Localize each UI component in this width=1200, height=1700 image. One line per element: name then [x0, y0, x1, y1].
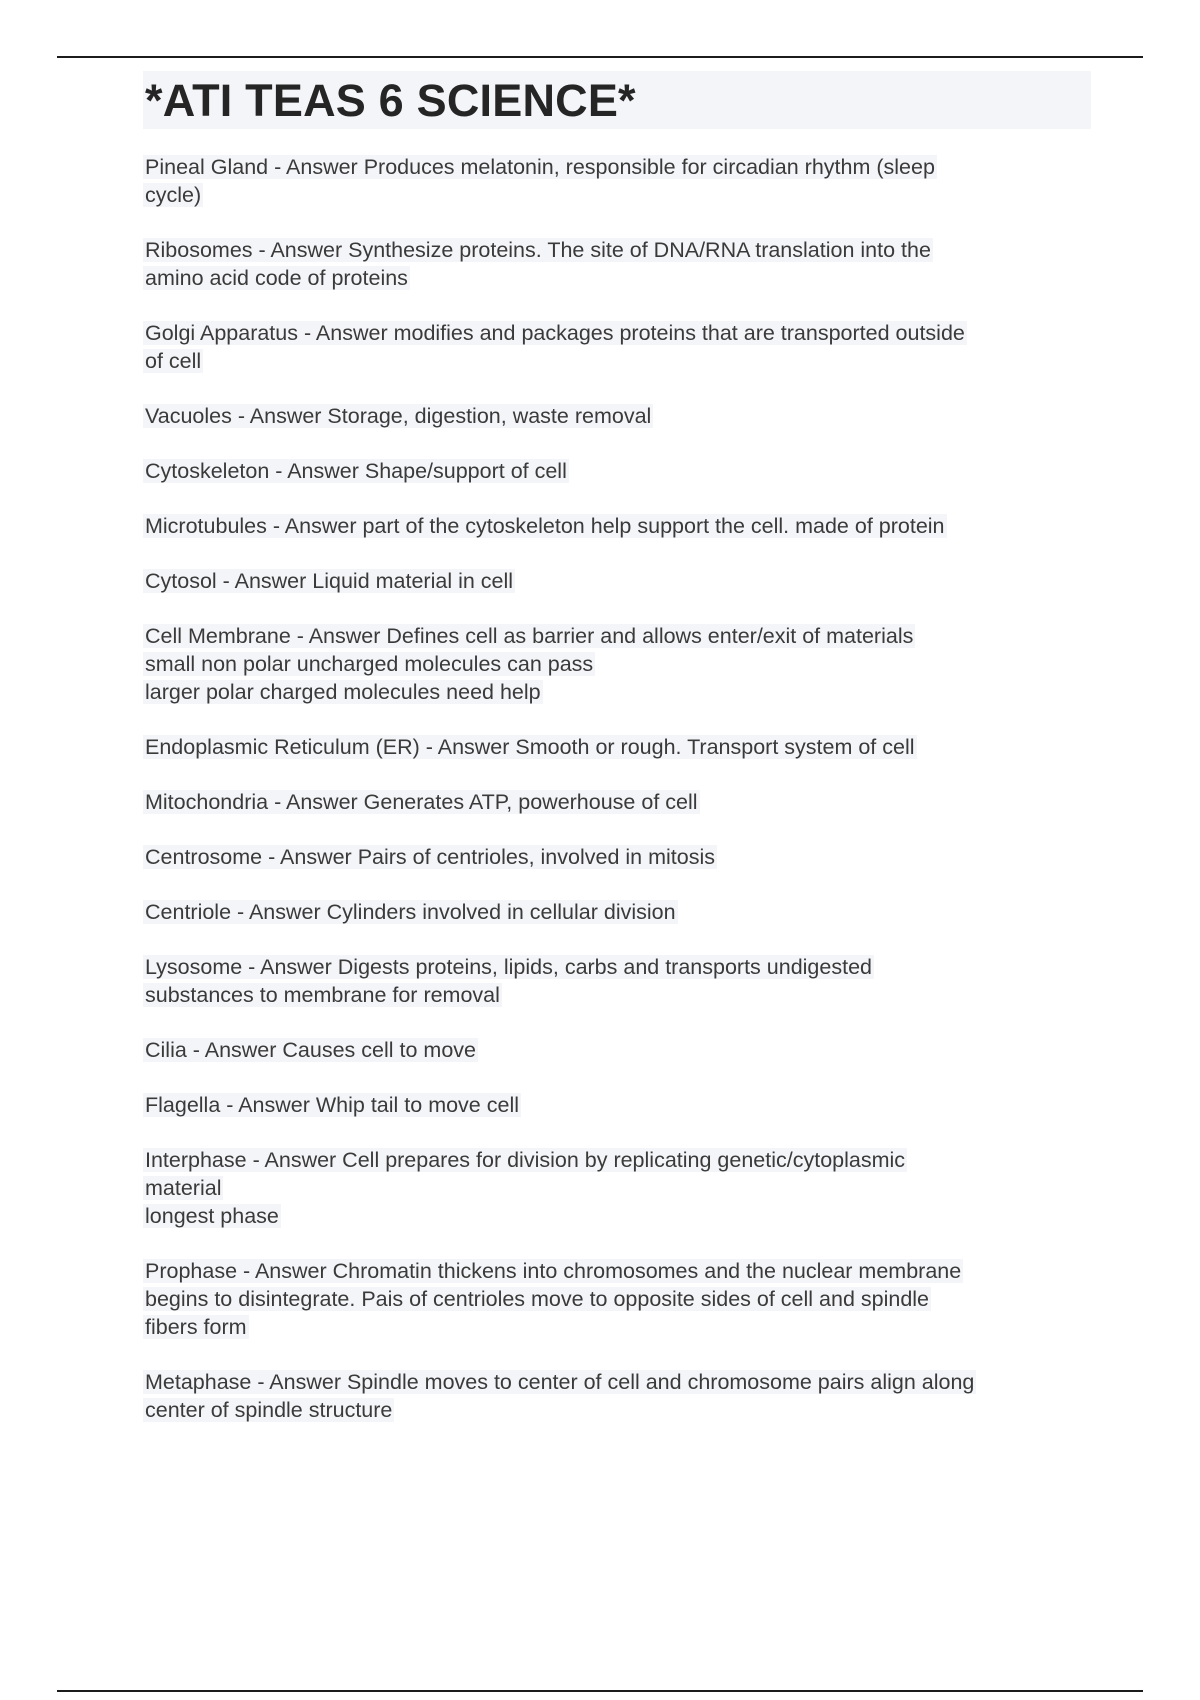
entry-text: Interphase - Answer Cell prepares for division by replicating genetic/cytoplasmic material longest phase	[145, 1148, 906, 1228]
title-banner	[143, 71, 1091, 129]
entry-text: Lysosome - Answer Digests proteins, lipids, carbs and transports undigested substances to membrane for removal	[145, 955, 872, 1007]
flashcard-entry	[143, 1091, 1091, 1119]
flashcard-entry	[143, 843, 1091, 871]
flashcard-entry	[143, 953, 1091, 1009]
flashcard-entry	[143, 622, 1091, 706]
entry-text: Pineal Gland - Answer Produces melatonin, responsible for circadian rhythm (sleep cycle)	[145, 155, 935, 207]
entry-text: Centrosome - Answer Pairs of centrioles, involved in mitosis	[145, 845, 715, 869]
top-divider	[57, 56, 1143, 58]
flashcard-entry	[143, 1257, 1091, 1341]
entry-text: Centriole - Answer Cylinders involved in cellular division	[145, 900, 676, 924]
flashcard-entry	[143, 236, 1091, 292]
entry-text: Metaphase - Answer Spindle moves to center of cell and chromosome pairs align along center of spindle structure	[145, 1370, 975, 1422]
flashcard-entry	[143, 788, 1091, 816]
entry-text: Cilia - Answer Causes cell to move	[145, 1038, 476, 1062]
flashcard-entry	[143, 1036, 1091, 1064]
document-body	[143, 71, 1091, 1451]
entry-text: Endoplasmic Reticulum (ER) - Answer Smooth or rough. Transport system of cell	[145, 735, 915, 759]
flashcard-entry	[143, 733, 1091, 761]
entry-text: Cell Membrane - Answer Defines cell as barrier and allows enter/exit of materials small non polar uncharged molecules can pass larger polar charged molecules need help	[145, 624, 914, 704]
entry-text: Microtubules - Answer part of the cytoskeleton help support the cell. made of protein	[145, 514, 945, 538]
flashcard-entry	[143, 319, 1091, 375]
flashcard-entry	[143, 1146, 1091, 1230]
entry-text: Prophase - Answer Chromatin thickens into chromosomes and the nuclear membrane begins to disintegrate. Pais of centrioles move to opposite sides of cell and spindle fibers form	[145, 1259, 962, 1339]
entry-text: Ribosomes - Answer Synthesize proteins. The site of DNA/RNA translation into the amino acid code of proteins	[145, 238, 931, 290]
page-title: *ATI TEAS 6 SCIENCE*	[145, 74, 636, 126]
bottom-divider	[57, 1690, 1143, 1692]
entry-text: Flagella - Answer Whip tail to move cell	[145, 1093, 520, 1117]
flashcard-entry	[143, 512, 1091, 540]
flashcard-entry	[143, 567, 1091, 595]
entry-text: Vacuoles - Answer Storage, digestion, waste removal	[145, 404, 652, 428]
flashcard-entry	[143, 457, 1091, 485]
flashcard-entry	[143, 402, 1091, 430]
flashcard-entry	[143, 1368, 1091, 1424]
entry-text: Cytosol - Answer Liquid material in cell	[145, 569, 514, 593]
flashcard-entry	[143, 898, 1091, 926]
entry-text: Golgi Apparatus - Answer modifies and packages proteins that are transported outside of cell	[145, 321, 965, 373]
entry-text: Cytoskeleton - Answer Shape/support of cell	[145, 459, 567, 483]
entry-text: Mitochondria - Answer Generates ATP, powerhouse of cell	[145, 790, 698, 814]
flashcard-entry	[143, 153, 1091, 209]
